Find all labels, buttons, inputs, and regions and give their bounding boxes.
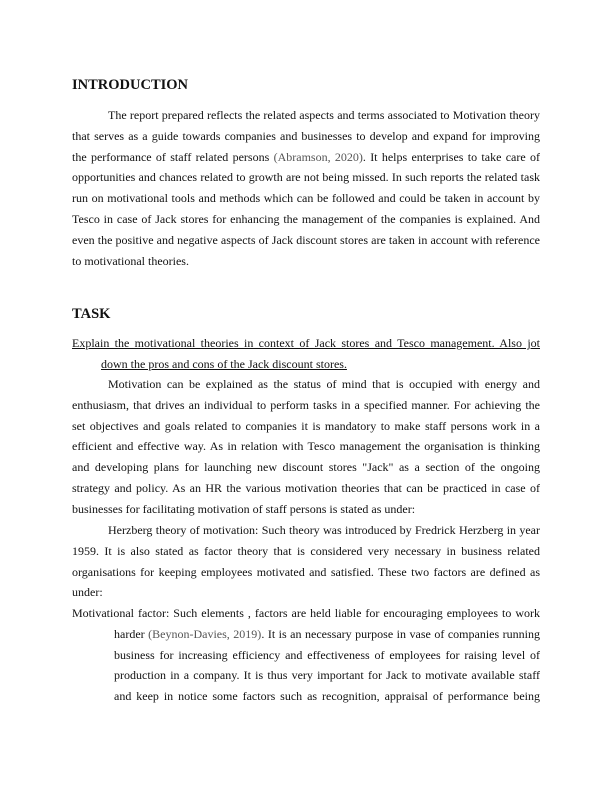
text-line: business for increasing efficiency and effectiveness of employees for raising level of xyxy=(114,647,540,662)
herzberg-paragraph xyxy=(72,520,540,603)
text-segment: . It is an necessary purpose in vase of companies running xyxy=(261,626,540,641)
text-segment: harder xyxy=(114,626,149,641)
text-line: strategy and policy. As an HR the various motivation theories that can be practiced in case of xyxy=(72,480,540,495)
motivation-paragraph xyxy=(72,374,540,520)
text-line: under: xyxy=(72,585,103,600)
text-line: Motivational factor: Such elements , factors are held liable for encouraging employees to work xyxy=(72,606,540,620)
task-heading: TASK xyxy=(72,306,111,322)
text-line: set objectives and goals related to companies it is mandatory to make staff persons work in a xyxy=(72,418,540,433)
text-line: enthusiasm, that drives an individual to perform tasks in a specified manner. For achieving the xyxy=(72,397,540,412)
text-segment: down the pros and cons of the Jack discount stores. xyxy=(101,356,347,371)
citation: (Abramson, 2020) xyxy=(273,149,363,164)
motivational-factor-paragraph xyxy=(72,603,540,707)
text-line: organisations for keeping employees motivated and satisfied. These two factors are defined as xyxy=(72,564,540,579)
introduction-paragraph xyxy=(72,105,540,271)
text-line xyxy=(72,354,540,375)
text-line: run on motivational tools and methods which can be followed and could be taken in account by xyxy=(72,191,540,206)
text-line: and developing plans for launching new discount stores "Jack" as a section of the ongoing xyxy=(72,460,540,475)
text-line: Explain the motivational theories in context of Jack stores and Tesco management. Also jot xyxy=(72,336,540,350)
text-line: Herzberg theory of motivation: Such theory was introduced by Fredrick Herzberg in year xyxy=(108,523,540,537)
text-line xyxy=(72,624,540,645)
text-line: The report prepared reflects the related aspects and terms associated to Motivation theory xyxy=(108,108,540,122)
text-segment: the performance of staff related persons xyxy=(72,149,274,164)
text-line: production in a company. It is thus very important for Jack to motivate available staff xyxy=(114,668,540,683)
text-line: Tesco in case of Jack stores for enhancing the management of the companies is explained. And xyxy=(72,211,540,226)
citation: (Beynon-Davies, 2019) xyxy=(148,626,262,641)
text-line: that serves as a guide towards companies and businesses to develop and expand for improving xyxy=(72,128,540,143)
task-question xyxy=(72,333,540,375)
text-line: and keep in notice some factors such as recognition, appraisal of performance being xyxy=(114,689,540,704)
text-line: businesses for facilitating motivation of staff persons is stated as under: xyxy=(72,501,416,516)
text-line: even the positive and negative aspects of Jack discount stores are taken in account with reference xyxy=(72,232,540,247)
text-line: efficient and effective way. As in relation with Tesco management the organisation is thinking xyxy=(72,439,540,454)
text-line: opportunities and chances related to growth are not being missed. In such reports the related task xyxy=(72,170,540,185)
introduction-heading: INTRODUCTION xyxy=(72,77,189,93)
text-line: Motivation can be explained as the status of mind that is occupied with energy and xyxy=(108,377,540,391)
text-line: 1959. It is also stated as factor theory that is considered very necessary in business related xyxy=(72,543,540,558)
text-segment: . It helps enterprises to take care of xyxy=(362,149,540,164)
text-line xyxy=(72,147,540,168)
text-line: to motivational theories. xyxy=(72,253,189,268)
